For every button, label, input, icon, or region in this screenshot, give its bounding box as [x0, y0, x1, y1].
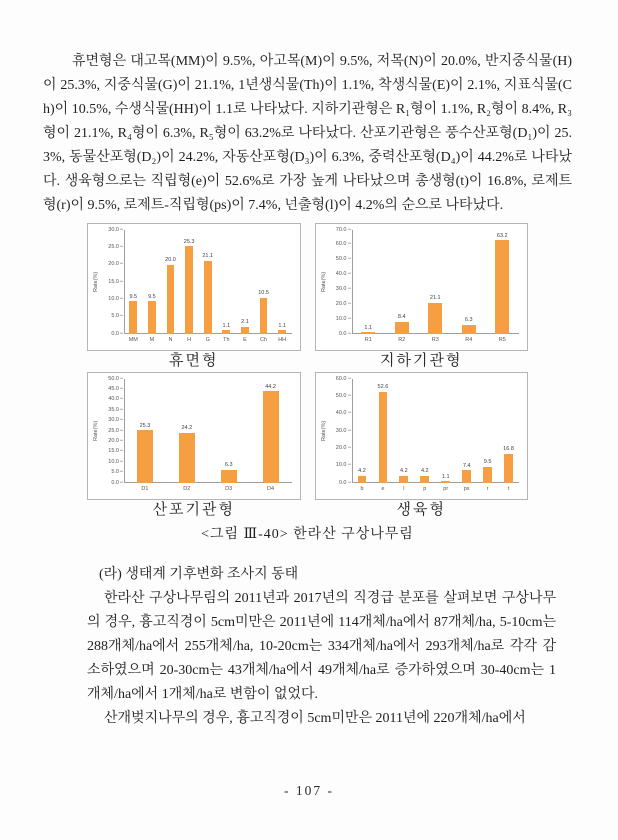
y-axis-title: Rate(%) [93, 420, 99, 442]
bar-zone [250, 379, 292, 483]
y-axis [329, 375, 352, 495]
bar-zone [180, 230, 199, 334]
bar-value-label: 16.8 [503, 446, 514, 453]
bar-zone [217, 230, 236, 334]
plot-area [124, 379, 292, 495]
bar-zone [161, 230, 180, 334]
paragraph-sargent-cherry: 산개벚지나무의 경우, 흉고직경이 5cm미만은 2011년에 220개체/ha에서 [104, 711, 526, 726]
chart-title-growth-form: 생육형 [396, 502, 446, 518]
bar [167, 265, 175, 334]
y-tick-label: 25.0 [108, 428, 123, 434]
y-tick-label: 0.0 [111, 331, 123, 337]
bar-zone [273, 230, 292, 334]
bar [221, 470, 237, 483]
x-category-label: p [423, 486, 427, 492]
bar-zone [208, 379, 250, 483]
chart-title-dormancy-form: 휴면형 [169, 353, 219, 369]
bar-zone [435, 379, 456, 483]
bar-zone [124, 230, 143, 334]
bar-value-label: 4.2 [420, 468, 429, 475]
y-tick-label: 30.0 [336, 428, 351, 434]
x-category-label: D4 [267, 486, 275, 492]
x-category-label: Th [223, 337, 230, 343]
bar-group [477, 379, 498, 495]
x-category-label: e [381, 486, 385, 492]
y-tick-label: 20.0 [108, 439, 123, 445]
bar-zone [166, 379, 208, 483]
bar-group [124, 230, 143, 346]
bar-value-label: 52.6 [377, 384, 389, 391]
bar-group [217, 230, 236, 346]
bar-value-label: 24.2 [181, 425, 193, 432]
y-axis-title: Rate(%) [320, 420, 327, 442]
bar-group [452, 230, 486, 346]
bar-group [254, 230, 273, 346]
bar [483, 467, 492, 483]
bar-value-label: 7.4 [462, 462, 471, 469]
paragraph-dbh-distribution: 한라산 구상나무림의 2011년과 2017년의 직경급 분포를 살펴보면 구상나무의 경우, 흉고직경이 5cm미만은 2011년에 114개체/ha에서 87개체/ha, 5-10cm는 288개체/ha에서 255개체/ha, 10-20cm는 334개체/ha에서 293개체/ha로 각각 감소하였으며 20-30cm는 43개체/ha에서 49개체/ha로 증가하였으며 30-40cm는 1개체/ha에서 1개체/ha로 변함이 없었다. [87, 591, 556, 702]
bar-group [352, 379, 373, 495]
bar-value-label: 25.3 [183, 238, 195, 245]
paragraph-dormancy-stats: 휴면형은 대고목(MM)이 9.5%, 아고목(M)이 9.5%, 저목(N)이 20.0%, 반지중식물(H)이 25.3%, 지중식물(G)이 21.1%, 1년생식물(Th)이 1.1%, 착생식물(E)이 2.1%, 지표식물(Ch)이 10.5%, 수생식물(HH)이 1.1로 나타났다. 지하기관형은 R₁형이 1.1%, R₂형이 8.4%, R₃형이 21.1%, R₄형이 6.3%, R₅형이 63.2%로 나타났다. 산포기관형은 풍수산포형(D₁)이 25.3%, 동물산포형(D₂)이 24.2%, 자동산포형(D₃)이 6.3%, 중력산포형(D₄)이 44.2%로 나타났다. 생육형으로는 직립형(e)이 52.6%로 가장 높게 나타났으며 총생형(t)이 16.8%, 로제트형(r)이 9.5%, 로제트-직립형(ps)이 7.4%, 넌출형(l)이 4.2%의 순으로 나타났다. [43, 54, 572, 213]
bar [137, 430, 153, 483]
y-tick-label: 10.0 [108, 459, 123, 465]
y-tick-label: 50.0 [336, 394, 351, 400]
bar-value-label: 6.3 [464, 317, 473, 324]
plot-area [352, 230, 520, 346]
x-category-label: R5 [498, 337, 506, 343]
figure-iii-40 [87, 223, 528, 543]
bar-value-label: 1.1 [441, 473, 450, 480]
chart-figure-dissemination-organ-form [87, 372, 301, 519]
bar-value-label: 8.4 [397, 314, 406, 321]
bar-value-label: 4.2 [358, 468, 366, 475]
bar-group [208, 379, 250, 495]
y-tick-label: 60.0 [336, 242, 351, 248]
bar-group [273, 230, 292, 346]
x-category-label: HH [278, 337, 287, 343]
y-axis-title: Rate(%) [320, 271, 327, 293]
figure-caption: <그림 Ⅲ-40> 한라산 구상나무림 [201, 527, 414, 542]
bar-value-label: 9.5 [129, 293, 138, 300]
bar-chart-dissemination-organ-form [87, 372, 301, 500]
bar-zone [452, 230, 486, 334]
y-axis-ticks [101, 375, 124, 486]
bar [462, 325, 476, 334]
y-tick-label: 45.0 [108, 387, 123, 393]
bar-zone [498, 379, 519, 483]
chart-figure-dormancy-form [87, 223, 301, 370]
chart-title-dissemination-organ-form: 산포기관형 [152, 502, 235, 518]
bar [399, 476, 408, 483]
y-tick-label: 20.0 [336, 446, 351, 452]
bar-value-label: 25.3 [139, 422, 151, 429]
x-category-label: R3 [431, 337, 439, 343]
x-category-label: ps [463, 486, 470, 492]
y-axis [329, 226, 352, 346]
y-tick-label: 50.0 [336, 257, 351, 263]
x-category-label: N [168, 337, 173, 343]
bar-value-label: 9.5 [148, 293, 156, 300]
chart-title-underground-organ-form: 지하기관형 [380, 353, 463, 369]
x-category-label: l [403, 486, 405, 492]
bar-value-label: 1.1 [222, 322, 231, 329]
x-category-label: D2 [183, 486, 191, 492]
bar-value-label: 1.1 [364, 324, 373, 331]
bar-value-label: 21.1 [202, 253, 214, 260]
y-tick-label: 40.0 [336, 272, 351, 278]
y-tick-label: 15.0 [108, 279, 123, 285]
bar-group [180, 230, 199, 346]
bar-group [161, 230, 180, 346]
page-number: - 107 - [284, 783, 334, 798]
x-category-label: M [149, 337, 155, 343]
bar-group [393, 379, 414, 495]
y-tick-label: 0.0 [111, 480, 123, 486]
y-axis [101, 375, 124, 495]
x-category-label: R1 [364, 337, 372, 343]
y-tick-label: 5.0 [111, 314, 123, 320]
y-axis [101, 226, 124, 346]
bar-group [456, 379, 477, 495]
x-category-label: R2 [398, 337, 406, 343]
y-tick-label: 10.0 [336, 316, 351, 322]
bar-chart-underground-organ-form [315, 223, 529, 351]
bar-value-label: 2.1 [241, 319, 249, 326]
bar-value-label: 6.3 [224, 462, 233, 469]
bar-group [166, 379, 208, 495]
bar [420, 476, 429, 483]
bar-group [498, 379, 519, 495]
bar-group [419, 230, 453, 346]
section-heading-ra: (라) 생태계 기후변화 조사지 동태 [99, 567, 299, 582]
chart-figure-growth-form [315, 372, 529, 519]
bar-group [124, 379, 166, 495]
y-tick-label: 60.0 [336, 376, 351, 382]
figure-grid [87, 223, 528, 519]
y-tick-label: 15.0 [108, 449, 123, 455]
bar [462, 470, 471, 483]
x-category-label: D1 [141, 486, 149, 492]
y-tick-label: 5.0 [111, 470, 123, 476]
bar [495, 240, 509, 334]
bar-group [250, 379, 292, 495]
x-category-label: R4 [465, 337, 473, 343]
y-tick-label: 35.0 [108, 407, 123, 413]
bar-zone [143, 230, 162, 334]
bar [395, 322, 409, 334]
y-tick-label: 70.0 [336, 227, 351, 233]
bar-group [414, 379, 435, 495]
x-category-label: Ch [260, 337, 268, 343]
y-tick-label: 30.0 [108, 227, 123, 233]
y-tick-label: 10.0 [336, 463, 351, 469]
bar-value-label: 44.2 [265, 383, 276, 390]
x-category-label: MM [128, 337, 138, 343]
y-tick-label: 30.0 [336, 287, 351, 293]
x-category-label: t [507, 486, 510, 492]
bar-zone [254, 230, 273, 334]
bar-value-label: 20.0 [165, 257, 176, 264]
bar-group [198, 230, 217, 346]
x-category-label: D3 [225, 486, 233, 492]
bar-zone [393, 379, 414, 483]
y-axis-title: Rate(%) [93, 271, 99, 293]
bar-value-label: 21.1 [429, 295, 441, 302]
bar-value-label: 9.5 [483, 459, 492, 466]
bar-group [236, 230, 255, 346]
bar [504, 454, 513, 483]
x-category-label: b [360, 486, 364, 492]
bar-group [352, 230, 386, 346]
bar [185, 246, 193, 334]
x-category-label: E [243, 337, 247, 343]
bar [358, 476, 367, 483]
bar-zone [198, 230, 217, 334]
bar-group [435, 379, 456, 495]
y-tick-label: 0.0 [339, 331, 351, 337]
y-axis-ticks [329, 375, 352, 486]
y-tick-label: 25.0 [108, 245, 123, 251]
bar-zone [419, 230, 453, 334]
bar-group [372, 379, 393, 495]
bar-zone [124, 379, 166, 483]
bar-zone [385, 230, 419, 334]
bar-chart-growth-form [315, 372, 529, 500]
bar-zone [236, 230, 255, 334]
bar-value-label: 10.5 [258, 290, 269, 297]
bar-zone [477, 379, 498, 483]
y-tick-label: 30.0 [108, 418, 123, 424]
y-axis-ticks [329, 226, 352, 337]
bar-zone [352, 379, 373, 483]
bar-value-label: 4.2 [400, 468, 408, 475]
bar [129, 301, 137, 334]
x-category-label: r [486, 486, 489, 492]
bar-group [486, 230, 520, 346]
plot-area [124, 230, 292, 346]
bar-value-label: 1.1 [278, 322, 286, 329]
chart-figure-underground-organ-form [315, 223, 529, 370]
bar-zone [456, 379, 477, 483]
y-tick-label: 10.0 [108, 297, 123, 303]
x-category-label: pr [443, 486, 449, 492]
bar [148, 301, 156, 334]
bar [263, 391, 279, 483]
bar-group [385, 230, 419, 346]
y-tick-label: 20.0 [336, 302, 351, 308]
bar [428, 303, 442, 334]
x-category-label: H [187, 337, 192, 343]
bar [260, 298, 268, 334]
bar [379, 392, 388, 483]
bar [179, 433, 195, 483]
x-category-label: G [205, 337, 210, 343]
bar-zone [414, 379, 435, 483]
y-axis-ticks [101, 226, 124, 337]
bar-zone [352, 230, 386, 334]
y-tick-label: 40.0 [336, 411, 351, 417]
plot-area [352, 379, 520, 495]
bar-group [143, 230, 162, 346]
y-tick-label: 50.0 [108, 376, 123, 382]
bar-zone [486, 230, 520, 334]
y-tick-label: 20.0 [108, 262, 123, 268]
bar-zone [372, 379, 393, 483]
bar [204, 261, 212, 334]
y-tick-label: 40.0 [108, 397, 123, 403]
y-tick-label: 0.0 [339, 480, 351, 486]
bar [241, 327, 249, 334]
bar-value-label: 63.2 [496, 232, 508, 239]
bar-chart-dormancy-form [87, 223, 301, 351]
